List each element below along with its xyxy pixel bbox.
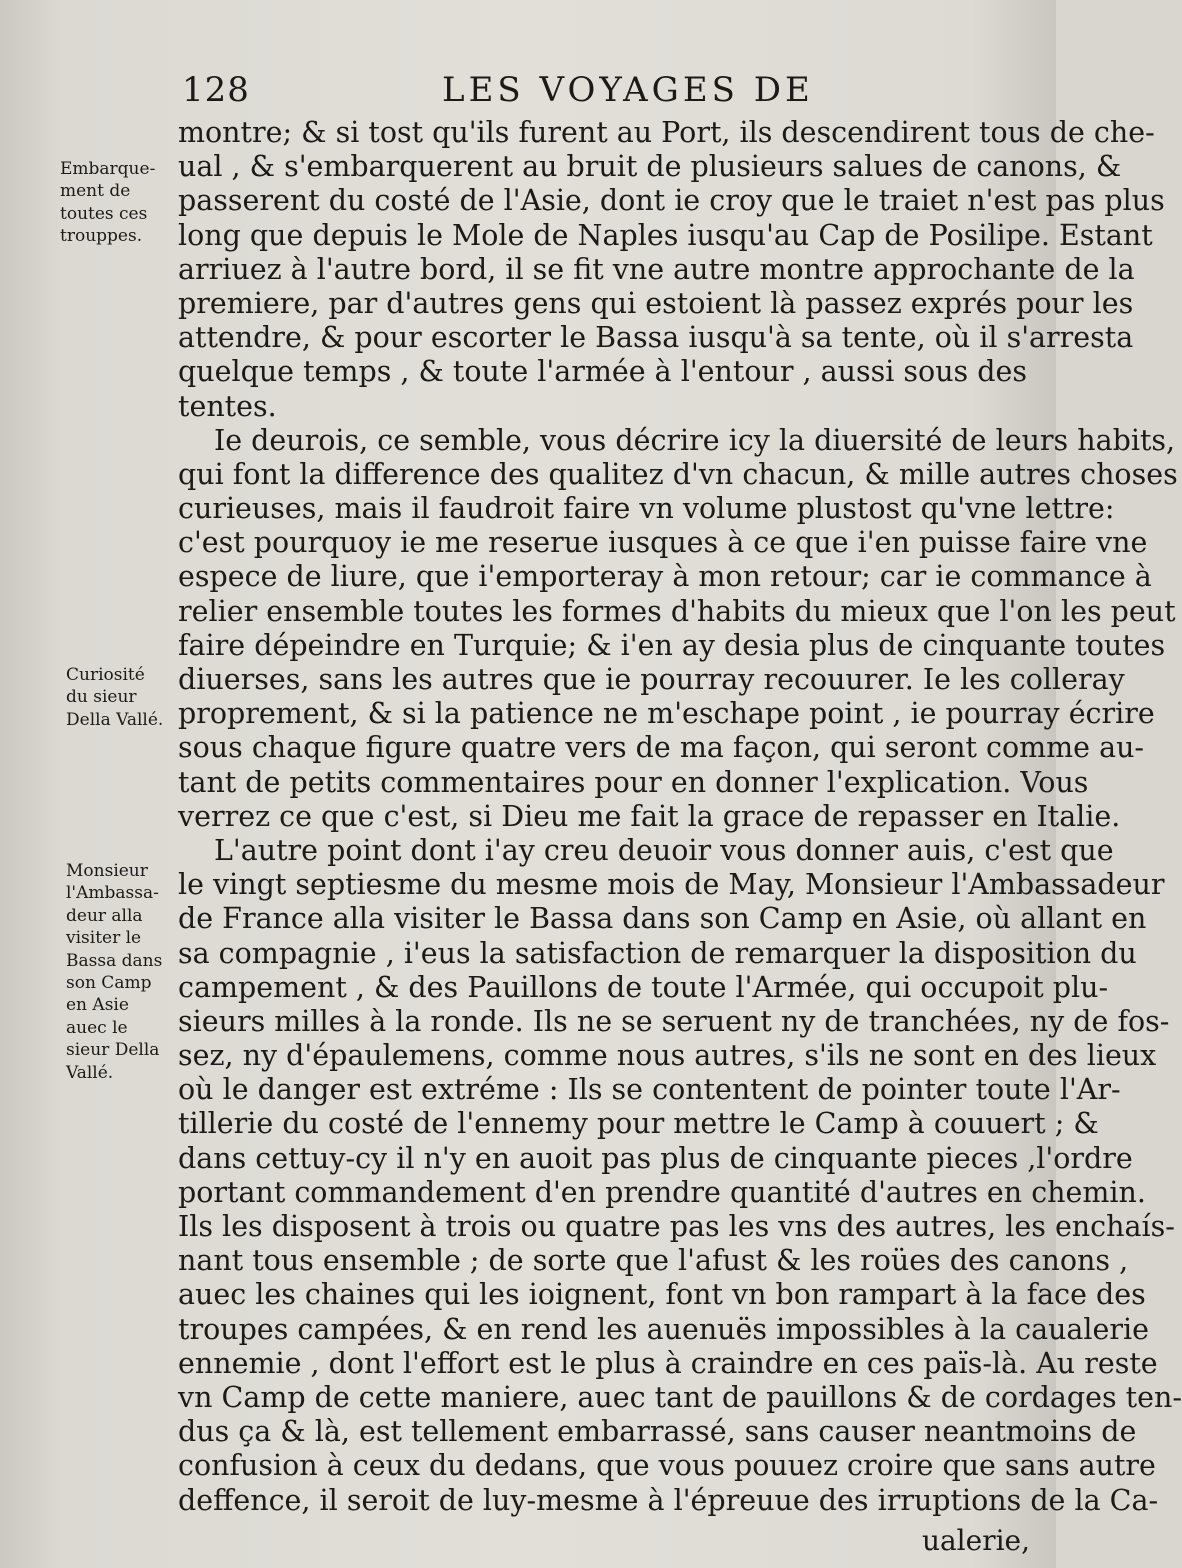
text-line: tentes. [178,389,277,423]
text-line: sa compagnie , i'eus la satisfaction de remarquer la disposition du [178,936,1137,970]
margin-note-line: l'Ambassa- [66,883,159,904]
margin-note-line: Della Vallé. [66,709,164,730]
text-line: verrez ce que c'est, si Dieu me fait la grace de repasser en Italie. [178,799,1121,833]
margin-note-curiosity [66,664,163,731]
margin-note-line: Embarque- [60,159,156,179]
text-line: qui font la difference des qualitez d'vn chacun, & mille autres choses [178,457,1178,491]
margin-note-line: son Camp [66,973,152,994]
margin-note-line: sieur Della [66,1040,160,1061]
page-header [182,70,1022,114]
margin-note-line: Bassa dans [66,950,163,971]
catchword: ualerie, [921,1524,1030,1557]
text-line: proprement, & si la patience ne m'eschape point , ie pourray écrire [178,697,1155,731]
margin-note-ambassador-visit [66,860,162,1084]
text-line: premiere, par d'autres gens qui estoient là passez exprés pour les [178,286,1134,320]
running-title: LES VOYAGES DE [442,70,814,110]
text-line: ual , & s'embarquerent au bruit de plusieurs salues de canons, & [178,150,1122,184]
text-line: c'est pourquoy ie me reserue iusques à ce que i'en puisse faire vne [178,526,1148,560]
text-line: nant tous ensemble ; de sorte que l'afust & les roües des canons , [178,1244,1129,1278]
text-line: faire dépeindre en Turquie; & i'en ay desia plus de cinquante toutes [178,628,1166,662]
text-line: deffence, il seroit de luy-mesme à l'épreuue des irruptions de la Ca- [178,1483,1159,1517]
text-line: diuerses, sans les autres que ie pourray recouurer. Ie les colleray [178,663,1125,696]
text-line: auec les chaines qui les ioignent, font vn bon rampart à la face des [178,1278,1146,1312]
margin-note-embarkation [60,158,155,248]
text-line: sez, ny d'épaulemens, comme nous autres, s'ils ne sont en des lieux [178,1039,1157,1073]
margin-note-line: Vallé. [66,1062,114,1083]
page-number: 128 [182,70,250,110]
margin-note-line: deur alla [66,905,143,926]
text-line: dans cettuy-cy il n'y en auoit pas plus de cinquante pieces ,l'ordre [178,1141,1133,1175]
text-line: confusion à ceux du dedans, que vous pouuez croire que sans autre [178,1449,1156,1483]
text-line: portant commandement d'en prendre quantité d'autres en chemin. [178,1175,1146,1209]
text-line: Ie deurois, ce semble, vous décrire icy la diuersité de leurs habits, [214,423,1176,457]
text-line: ennemie , dont l'effort est le plus à craindre en ces païs-là. Au reste [178,1346,1158,1380]
text-line: tant de petits commentaires pour en donner l'explication. Vous [178,765,1089,799]
margin-note-line: du sieur [66,687,137,708]
text-line: montre; & si tost qu'ils furent au Port, ils descendirent tous de che- [178,116,1155,149]
text-line: Ils les disposent à trois ou quatre pas les vns des autres, les enchaís- [178,1210,1175,1243]
text-line: de France alla visiter le Bassa dans son Camp en Asie, où allant en [178,902,1147,936]
text-line: attendre, & pour escorter le Bassa iusqu'à sa tente, où il s'arresta [178,321,1134,355]
text-line: campement , & des Pauillons de toute l'Armée, qui occupoit plu- [178,970,1109,1004]
margin-note-line: auec le [66,1017,128,1038]
margin-note-line: Monsieur [66,861,148,881]
text-line: sous chaque figure quatre vers de ma façon, qui seront comme au- [178,731,1145,765]
text-line: L'autre point dont i'ay creu deuoir vous donner auis, c'est que [214,833,1114,867]
text-line: vn Camp de cette maniere, auec tant de pauillons & de cordages ten- [178,1380,1182,1414]
text-line: tillerie du costé de l'ennemy pour mettre le Camp à couuert ; & [178,1107,1099,1141]
text-line: passerent du costé de l'Asie, dont ie croy que le traiet n'est pas plus [178,184,1165,218]
text-line: curieuses, mais il faudroit faire vn volume plustost qu'vne lettre: [178,492,1115,526]
margin-note-line: Curiosité [66,665,145,685]
text-line: long que depuis le Mole de Naples iusqu'au Cap de Posilipe. Estant [178,218,1153,252]
text-line: arriuez à l'autre bord, il se fit vne autre montre approchante de la [178,252,1135,286]
margin-note-line: trouppes. [60,226,143,247]
margin-note-line: ment de [60,181,131,202]
text-line: troupes campées, & en rend les auenuës impossibles à la caualerie [178,1312,1150,1346]
text-line: relier ensemble toutes les formes d'habits du mieux que l'on les peut [178,594,1176,628]
margin-note-line: en Asie [66,995,129,1016]
text-line: sieurs milles à la ronde. Ils ne se seruent ny de tranchées, ny de fos- [178,1004,1170,1038]
text-line: où le danger est extréme : Ils se contentent de pointer toute l'Ar- [178,1073,1121,1107]
text-line: quelque temps , & toute l'armée à l'entour , aussi sous des [178,355,1027,389]
margin-note-line: visiter le [66,928,142,949]
margin-note-line: toutes ces [60,203,148,224]
text-line: dus ça & là, est tellement embarrassé, sans causer neantmoins de [178,1415,1137,1449]
body-text [178,116,1182,1518]
text-line: espece de liure, que i'emporteray à mon retour; car ie commance à [178,560,1152,594]
text-line: le vingt septiesme du mesme mois de May, Monsieur l'Ambassadeur [178,868,1165,902]
